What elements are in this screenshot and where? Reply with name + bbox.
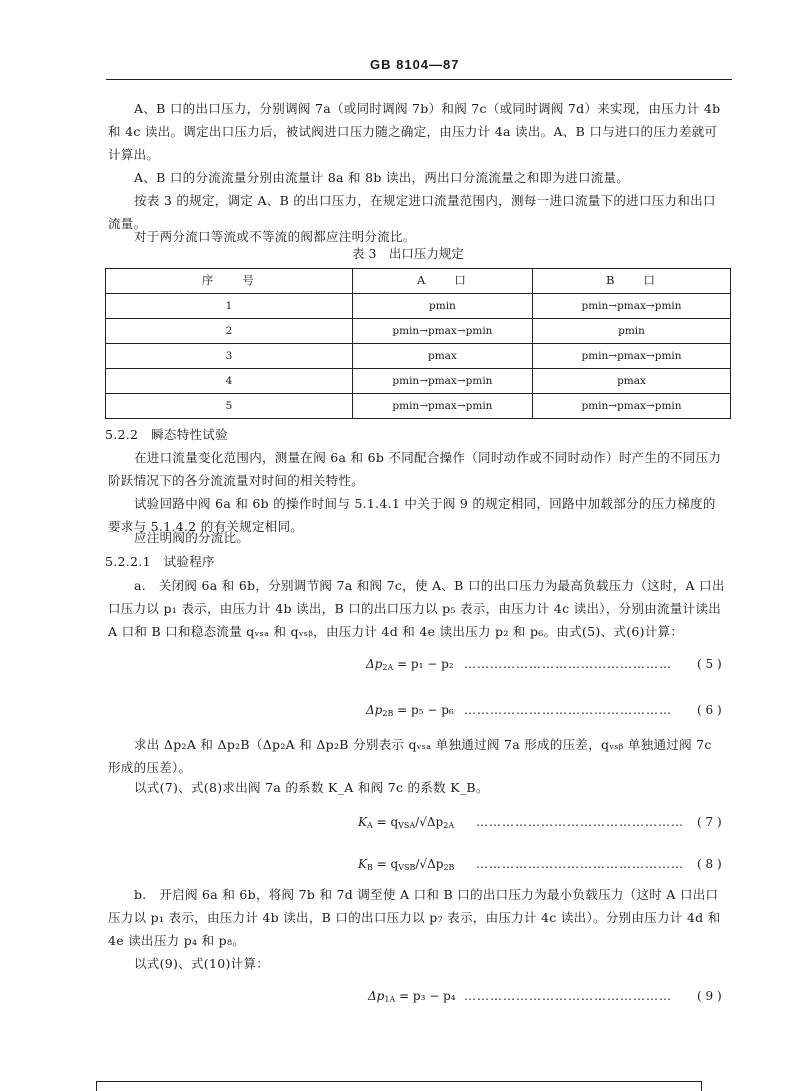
equation-7-rhs-sub: VSA [398, 821, 416, 830]
table-cell-b: pmin→pmax→pmin [533, 394, 731, 419]
paragraph-split-flow: A、B 口的分流流量分别由流量计 8a 和 8b 读出，两出口分流流量之和即为进口流量。 [134, 170, 630, 185]
footer-box-right [701, 1081, 702, 1091]
equation-5-rhs: = p₁ − p₂ [397, 657, 454, 671]
paragraph-outlet-pressure: A、B 口的出口压力，分别调阀 7a（或同时调阀 7b）和阀 7c（或同时调阀 7d）来实现，由压力计 4b 和 4c 读出。调定出口压力后，被试阀进口压力随之确定，由压力计 4a 读出。A、B 口与进口的压力差就可计算出。 [108, 101, 721, 162]
equation-8-rhs: = q [376, 857, 399, 871]
table-cell-a: pmin→pmax→pmin [352, 369, 532, 394]
table-header-row [106, 269, 731, 294]
paragraph-operating-time: 试验回路中阀 6a 和 6b 的操作时间与 5.1.4.1 中关于阀 9 的规定相同，回路中加载部分的压力梯度的要求与 5.1.4.2 的有关规定相同。 [108, 496, 716, 534]
equation-8-lhs: K [358, 857, 367, 871]
equation-5-lhs: Δp [366, 657, 383, 671]
paragraph-transient: 在进口流量变化范围内，测量在阀 6a 和 6b 不同配合操作（同时动作或不同时动作）时产生的不同压力阶跃情况下的各分流流量对时间的相关特性。 [108, 450, 722, 488]
equation-8-sqrt-sub: 2B [443, 863, 455, 872]
section-heading-5-2-2: 5.2.2 瞬态特性试验 [105, 427, 228, 442]
equation-8 [358, 858, 454, 872]
equation-7-number: ( 7 ) [697, 815, 722, 829]
equation-8-rhs-sub: VSB [398, 863, 416, 872]
table-row [106, 394, 731, 419]
table-cell-b: pmin→pmax→pmin [533, 344, 731, 369]
table-row [106, 344, 731, 369]
outlet-pressure-table [105, 268, 731, 419]
equation-5-lhs-sub: 2A [382, 663, 394, 672]
table-header-seq: 序 号 [106, 269, 353, 294]
table-cell-b: pmax [533, 369, 731, 394]
equation-6-number: ( 6 ) [697, 703, 722, 717]
standard-code: GB 8104—87 [370, 57, 460, 72]
paragraph-step-a: a. 关闭阀 6a 和 6b，分别调节阀 7a 和阀 7c，使 A、B 口的出口压力为最高负载压力（这时，A 口出口压力以 p₁ 表示，由压力计 4b 读出，B 口的出口压力以 p₅ 表示，由压力计 4c 读出），分别由流量计读出 A 口和 B 口和稳态流量 qᵥₛₐ 和 qᵥₛᵦ，由压力计 4d 和 4e 读出压力 p₂ 和 p₆。由式(5)、式(6)计算： [108, 578, 725, 639]
table-cell-a: pmin→pmax→pmin [352, 319, 532, 344]
header-rule [106, 79, 732, 80]
table-cell-seq: 1 [106, 294, 353, 319]
table-cell-a: pmin [352, 294, 532, 319]
table-cell-b: pmin→pmax→pmin [533, 294, 731, 319]
table-cell-seq: 3 [106, 344, 353, 369]
table-row [106, 294, 731, 319]
table-cell-a: pmax [352, 344, 532, 369]
equation-5 [366, 658, 454, 672]
equation-9-rhs: = p₃ − p₄ [399, 989, 456, 1003]
equation-9-lhs-sub: 1A [384, 995, 396, 1004]
equation-8-lhs-sub: B [366, 863, 373, 872]
equation-9-leader: ………………………………………… [464, 990, 672, 1002]
equation-7-lhs: K [358, 815, 367, 829]
footer-box-left [96, 1081, 97, 1091]
equation-8-sqrt-term: /√Δp [415, 857, 444, 871]
paragraph-step-b: b. 开启阀 6a 和 6b，将阀 7b 和 7d 调至使 A 口和 B 口的出口压力为最小负载压力（这时 A 口出口压力以 p₁ 表示，由压力计 4b 读出，B 口的出口压力以 p₇ 表示，由压力计 4c 读出）。分别由压力计 4d 和 4e 读出压力 p₄ 和 p₈。 [108, 887, 721, 948]
table-cell-seq: 4 [106, 369, 353, 394]
table-cell-seq: 2 [106, 319, 353, 344]
equation-9-number: ( 9 ) [697, 989, 722, 1003]
equation-7-sqrt-term: /√Δp [415, 815, 444, 829]
paragraph-note-ratio: 应注明阀的分流比。 [134, 530, 250, 545]
equation-8-leader: ………………………………………… [476, 858, 684, 870]
equation-7-rhs: = q [376, 815, 399, 829]
equation-6-leader: ………………………………………… [464, 704, 672, 716]
equation-7-leader: ………………………………………… [476, 816, 684, 828]
equation-7-lhs-sub: A [366, 821, 373, 830]
paragraph-coefficients: 以式(7)、式(8)求出阀 7a 的系数 K_A 和阀 7c 的系数 K_B。 [134, 780, 489, 795]
table-caption: 表 3 出口压力规定 [352, 246, 464, 261]
equation-5-number: ( 5 ) [697, 657, 722, 671]
table-row [106, 369, 731, 394]
table-row [106, 319, 731, 344]
paragraph-pressure-diff: 求出 Δp₂A 和 Δp₂B（Δp₂A 和 Δp₂B 分别表示 qᵥₛₐ 单独通过阀 7a 形成的压差，qᵥₛᵦ 单独通过阀 7c 形成的压差）。 [108, 737, 712, 775]
equation-6 [366, 704, 454, 718]
table-cell-a: pmin→pmax→pmin [352, 394, 532, 419]
equation-9-lhs: Δp [368, 989, 385, 1003]
table-header-port-b: B 口 [533, 269, 731, 294]
table-cell-seq: 5 [106, 394, 353, 419]
paragraph-eq9-10-intro: 以式(9)、式(10)计算： [134, 956, 270, 971]
equation-6-rhs: = p₅ − p₆ [397, 703, 454, 717]
equation-7 [358, 816, 454, 830]
section-heading-5-2-2-1: 5.2.2.1 试验程序 [105, 554, 215, 569]
equation-9 [368, 990, 456, 1004]
equation-8-number: ( 8 ) [697, 857, 722, 871]
paragraph-table3-ref: 按表 3 的规定，调定 A、B 的出口压力，在规定进口流量范围内，测每一进口流量下的进口压力和出口流量。 [108, 193, 716, 231]
paragraph-split-ratio: 对于两分流口等流或不等流的阀都应注明分流比。 [134, 229, 416, 244]
table-header-port-a: A 口 [352, 269, 532, 294]
footer-box-top [96, 1081, 702, 1082]
table-cell-b: pmin [533, 319, 731, 344]
equation-6-lhs: Δp [366, 703, 383, 717]
equation-7-sqrt-sub: 2A [443, 821, 455, 830]
equation-6-lhs-sub: 2B [382, 709, 394, 718]
equation-5-leader: ………………………………………… [464, 658, 672, 670]
